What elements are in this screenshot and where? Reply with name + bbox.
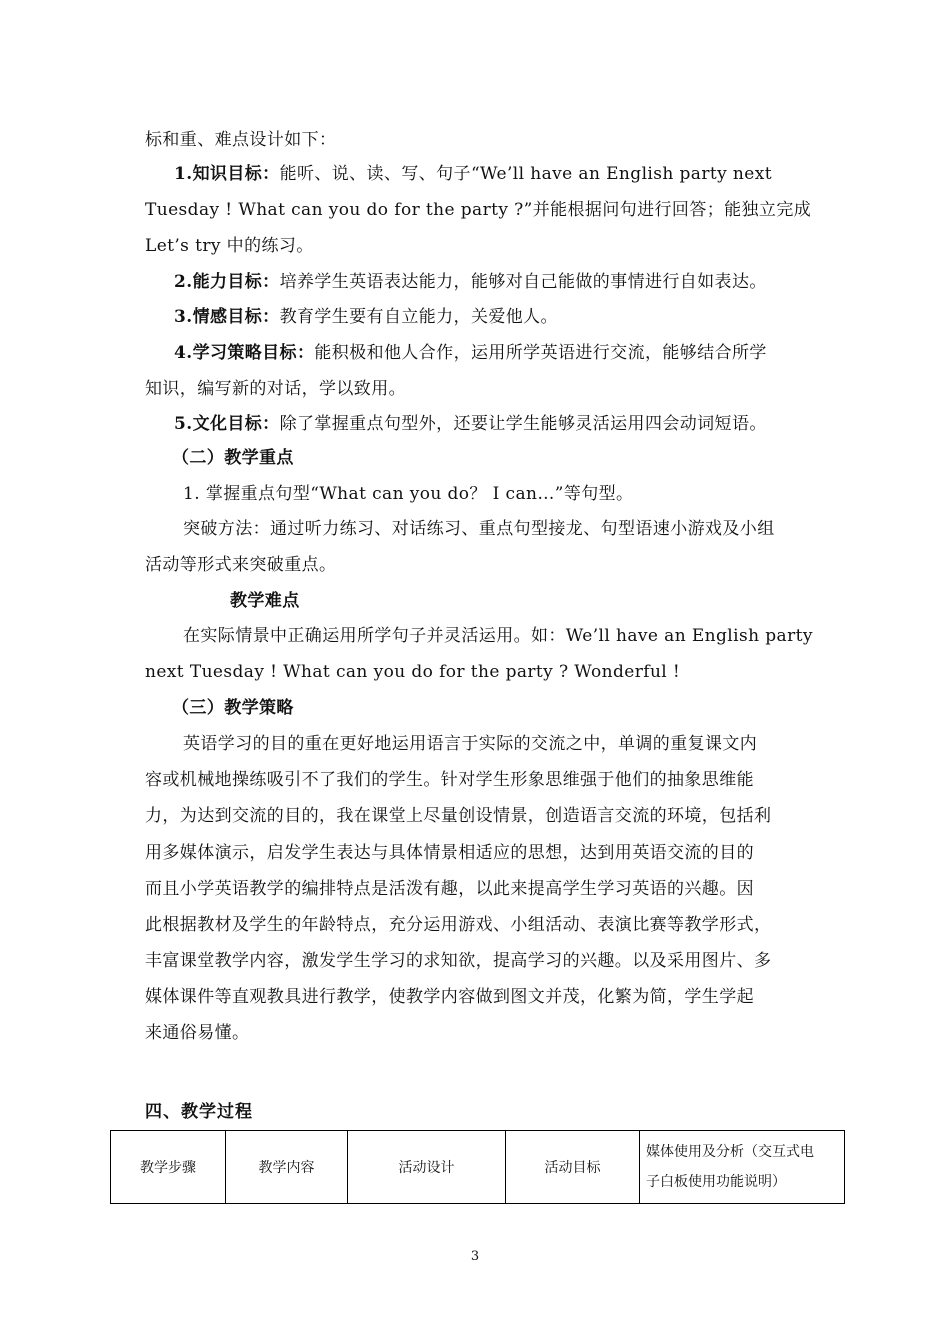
goal-3-text: 教育学生要有自立能力，关爱他人。 [279,307,558,327]
column-header-media-line1: 媒体使用及分析（交互式电 [646,1144,814,1160]
goal-2-num: 2. [174,272,193,292]
column-header-media-line2: 子白板使用功能说明） [646,1174,786,1190]
process-table [110,1130,845,1204]
goal-5 [174,413,844,435]
strategy-line: 用多媒体演示，启发学生表达与具体情景相适应的思想，达到用英语交流的目的 [145,843,754,863]
key-points-method-line2: 活动等形式来突破重点。 [145,555,337,575]
goal-2-text: 培养学生英语表达能力，能够对自己能做的事情进行自如表达。 [279,272,767,292]
column-header-activity-goal: 活动目标 [506,1131,640,1204]
key-points-item-1: 1. 掌握重点句型“What can you do？ I can…”等句型。 [183,484,634,504]
strategy-line: 容或机械地操练吸引不了我们的学生。针对学生形象思维强于他们的抽象思维能 [145,770,754,790]
process-heading: 四、教学过程 [145,1102,253,1122]
goal-1 [174,163,844,185]
strategy-line: 此根据教材及学生的年龄特点，充分运用游戏、小组活动、表演比赛等教学形式， [145,915,772,935]
difficulties-line1: 在实际情景中正确运用所学句子并灵活运用。如：We’ll have an English party [183,626,813,646]
goal-3-label: 情感目标： [192,307,280,327]
strategy-heading: （三）教学策略 [172,698,294,718]
goal-4-text: 能积极和他人合作，运用所学英语进行交流，能够结合所学 [314,343,767,363]
goal-5-num: 5. [174,414,193,434]
goal-3 [174,306,844,328]
goal-4-line2: 知识，编写新的对话，学以致用。 [145,379,406,399]
table-header-row [111,1131,845,1204]
strategy-line: 而且小学英语教学的编排特点是活泼有趣，以此来提高学生学习英语的兴趣。因 [145,879,754,899]
strategy-line: 丰富课堂教学内容，激发学生学习的求知欲，提高学习的兴趣。以及采用图片、多 [145,951,772,971]
goal-5-label: 文化目标： [192,414,280,434]
goal-4-label: 学习策略目标： [192,343,315,363]
goal-1-num: 1. [174,164,193,184]
goal-4 [174,342,844,364]
goal-4-num: 4. [174,343,193,363]
goal-1-line2: Tuesday ! What can you do for the party ?”并能根据问句进行回答；能独立完成 [145,200,812,220]
strategy-line: 来通俗易懂。 [145,1023,250,1043]
goal-1-label: 知识目标： [192,164,280,184]
column-header-content: 教学内容 [226,1131,348,1204]
strategy-line: 媒体课件等直观教具进行教学，使教学内容做到图文并茂，化繁为简，学生学起 [145,987,754,1007]
goal-2 [174,271,844,293]
strategy-line: 力，为达到交流的目的，我在课堂上尽量创设情景，创造语言交流的环境，包括利 [145,806,772,826]
difficulties-line2: next Tuesday ! What can you do for the party ? Wonderful ! [145,662,681,682]
intro-line: 标和重、难点设计如下： [145,130,337,150]
column-header-media [640,1131,845,1204]
column-header-activity-design: 活动设计 [348,1131,506,1204]
goal-3-num: 3. [174,307,193,327]
key-points-heading: （二）教学重点 [172,448,294,468]
column-header-steps: 教学步骤 [111,1131,226,1204]
goal-5-text: 除了掌握重点句型外，还要让学生能够灵活运用四会动词短语。 [279,414,767,434]
key-points-method: 突破方法：通过听力练习、对话练习、重点句型接龙、句型语速小游戏及小组 [183,519,775,539]
difficulties-heading: 教学难点 [230,591,300,611]
goal-1-text: 能听、说、读、写、句子“We’ll have an English party next [279,164,772,184]
strategy-line: 英语学习的目的重在更好地运用语言于实际的交流之中，单调的重复课文内 [183,734,758,754]
goal-1-line3: Let’s try 中的练习。 [145,236,314,256]
goal-2-label: 能力目标： [192,272,280,292]
page-number: 3 [470,1249,480,1264]
